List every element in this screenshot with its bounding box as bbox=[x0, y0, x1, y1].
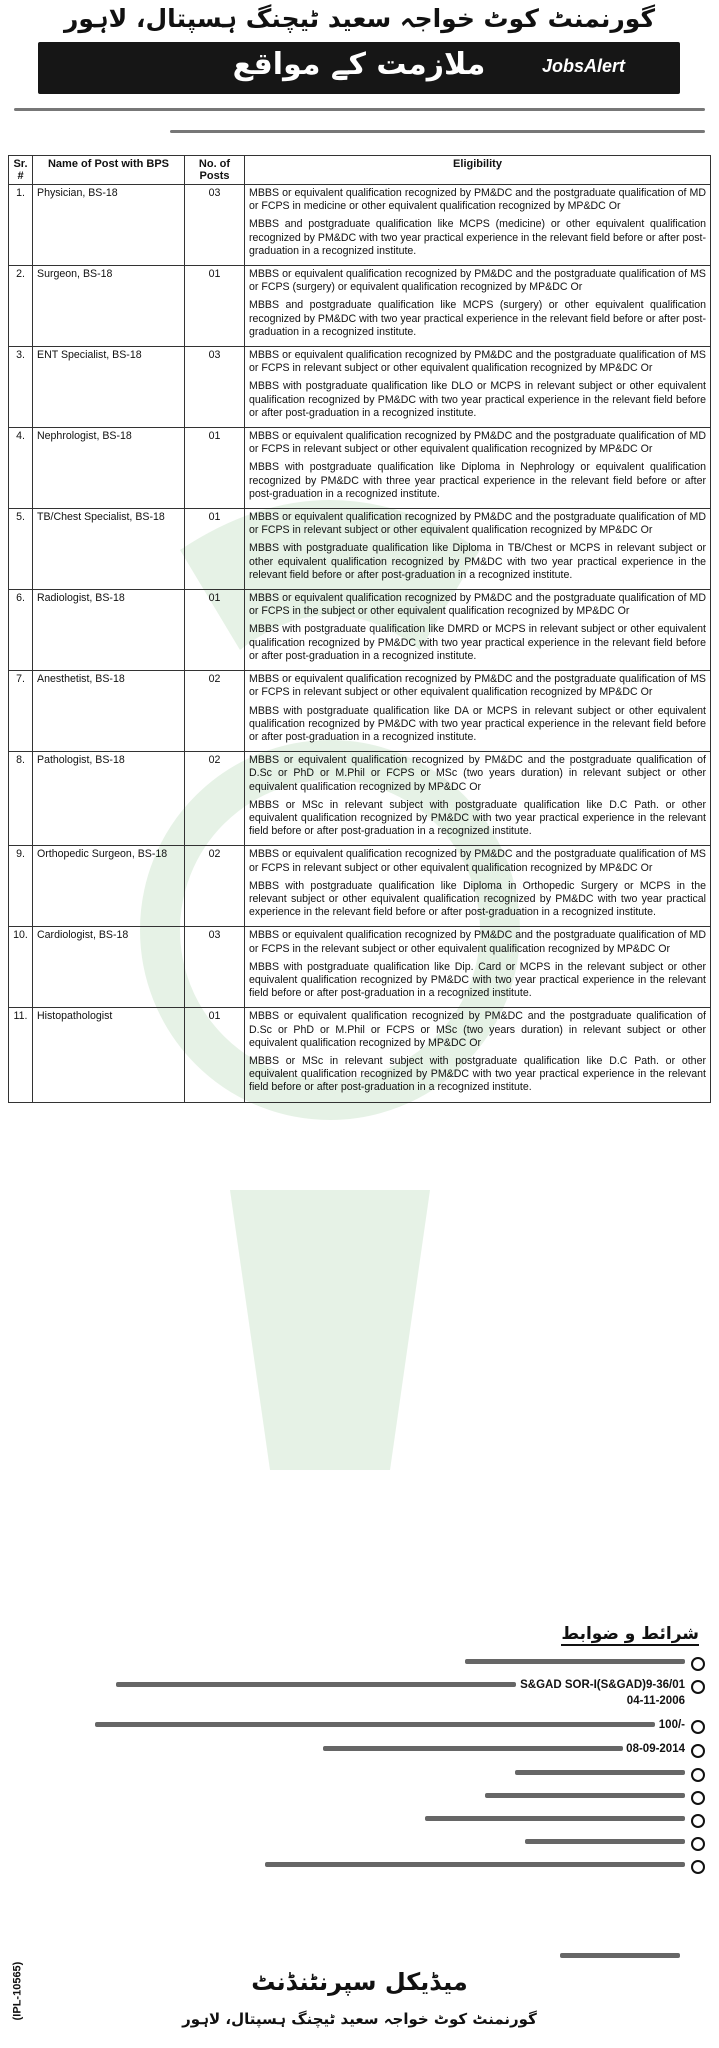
table-row bbox=[9, 590, 711, 671]
row-post: Histopathologist bbox=[33, 1008, 185, 1102]
eligibility-alternate: MBBS with postgraduate qualification like Dip. Card or MCPS in the relevant subject or other equivalent qualification recognized by PM&DC with two year practical experience in the relevant field before or after post-graduation in a recognized institute. bbox=[249, 960, 706, 1000]
condition-inline-ref: 08-09-2014 bbox=[626, 1743, 685, 1755]
row-post: Orthopedic Surgeon, BS-18 bbox=[33, 846, 185, 927]
jobs-banner bbox=[38, 42, 680, 94]
row-eligibility bbox=[245, 185, 711, 266]
table-header-row bbox=[9, 156, 711, 185]
conditions-list bbox=[12, 1654, 707, 1880]
row-posts: 02 bbox=[185, 846, 245, 927]
row-post: Nephrologist, BS-18 bbox=[33, 428, 185, 509]
condition-text-line bbox=[485, 1793, 685, 1798]
conditions-heading: شرائط و ضوابط bbox=[561, 1624, 699, 1644]
posts-table bbox=[8, 155, 711, 1103]
table-row bbox=[9, 671, 711, 752]
eligibility-alternate: MBBS or MSc in relevant subject with postgraduate qualification like D.C Path. or other equivalent qualification recognized by PM&DC with two year practical experience in the relevant field before or after post-graduation in a recognized institute. bbox=[249, 1054, 706, 1094]
eligibility-primary: MBBS or equivalent qualification recognized by PM&DC and the postgraduate qualification of MS or FCPS in relevant subject or other equivalent qualification recognized by MP&DC Or bbox=[249, 349, 706, 375]
row-eligibility bbox=[245, 671, 711, 752]
row-sr: 11. bbox=[9, 1008, 33, 1102]
condition-text-line bbox=[323, 1746, 623, 1751]
condition-text-line bbox=[425, 1816, 685, 1821]
row-posts: 01 bbox=[185, 266, 245, 347]
row-post: TB/Chest Specialist, BS-18 bbox=[33, 509, 185, 590]
row-posts: 02 bbox=[185, 671, 245, 752]
row-post: Cardiologist, BS-18 bbox=[33, 927, 185, 1008]
row-eligibility bbox=[245, 509, 711, 590]
signature-scribble bbox=[560, 1953, 680, 1958]
table-row bbox=[9, 428, 711, 509]
row-eligibility bbox=[245, 1008, 711, 1102]
row-sr: 9. bbox=[9, 846, 33, 927]
intro-line-1 bbox=[14, 108, 705, 111]
condition-text-line bbox=[116, 1682, 516, 1687]
eligibility-alternate: MBBS with postgraduate qualification like Diploma in Orthopedic Surgery or MCPS in the relevant subject or other equivalent qualification recognized by PM&DC with two year practical experience in the relevant field before or after post-graduation in a recognized institute. bbox=[249, 879, 706, 919]
row-sr: 1. bbox=[9, 185, 33, 266]
condition-item bbox=[12, 1765, 707, 1780]
row-posts: 02 bbox=[185, 752, 245, 846]
row-eligibility bbox=[245, 590, 711, 671]
condition-inline-ref: 100/- bbox=[658, 1719, 685, 1731]
row-eligibility bbox=[245, 846, 711, 927]
condition-text-line bbox=[265, 1862, 685, 1867]
row-posts: 01 bbox=[185, 590, 245, 671]
table-row bbox=[9, 927, 711, 1008]
row-eligibility bbox=[245, 347, 711, 428]
condition-item bbox=[12, 1654, 707, 1669]
row-sr: 2. bbox=[9, 266, 33, 347]
row-post: Surgeon, BS-18 bbox=[33, 266, 185, 347]
condition-inline-ref: S&GAD SOR-I(S&GAD)9-36/01 bbox=[520, 1679, 685, 1691]
row-post: ENT Specialist, BS-18 bbox=[33, 347, 185, 428]
row-eligibility bbox=[245, 428, 711, 509]
header-posts: No. of Posts bbox=[185, 156, 245, 185]
row-posts: 03 bbox=[185, 927, 245, 1008]
row-posts: 03 bbox=[185, 185, 245, 266]
header-sr: Sr. # bbox=[9, 156, 33, 185]
table-row bbox=[9, 1008, 711, 1102]
condition-item bbox=[12, 1717, 707, 1733]
condition-item bbox=[12, 1741, 707, 1757]
row-posts: 03 bbox=[185, 347, 245, 428]
table-row bbox=[9, 266, 711, 347]
row-post: Radiologist, BS-18 bbox=[33, 590, 185, 671]
table-row bbox=[9, 509, 711, 590]
eligibility-primary: MBBS or equivalent qualification recognized by PM&DC and the postgraduate qualification of D.Sc or PhD or M.Phil or FCPS or MSc (two years duration) in relevant subject or other equivalent qualification recognized by MP&DC Or bbox=[249, 754, 706, 793]
row-eligibility bbox=[245, 752, 711, 846]
row-eligibility bbox=[245, 266, 711, 347]
eligibility-primary: MBBS or equivalent qualification recognized by PM&DC and the postgraduate qualification of MD or FCPS in relevant subject or other equivalent qualification recognized by MP&DC Or bbox=[249, 430, 706, 456]
eligibility-primary: MBBS or equivalent qualification recognized by PM&DC and the postgraduate qualification of D.Sc or PhD or M.Phil or FCPS or MSc (two years duration) in relevant subject or other equivalent qualification recognized by MP&DC Or bbox=[249, 1010, 706, 1049]
row-post: Anesthetist, BS-18 bbox=[33, 671, 185, 752]
eligibility-primary: MBBS or equivalent qualification recognized by PM&DC and the postgraduate qualification of MD or FCPS in the relevant subject or other equivalent qualification recognized by MP&DC Or bbox=[249, 929, 706, 955]
eligibility-alternate: MBBS with postgraduate qualification like DA or MCPS in relevant subject or other equivalent qualification recognized by PM&DC with two year practical experience in the relevant field before or after post-graduation in a recognized institute. bbox=[249, 704, 706, 743]
table-row bbox=[9, 846, 711, 927]
condition-item bbox=[12, 1788, 707, 1803]
ipl-code: (IPL-10565) bbox=[11, 1961, 24, 2021]
row-sr: 4. bbox=[9, 428, 33, 509]
condition-item bbox=[12, 1857, 707, 1872]
table-row bbox=[9, 752, 711, 846]
eligibility-primary: MBBS or equivalent qualification recognized by PM&DC and the postgraduate qualification of MS or FCPS in relevant subject or other equivalent qualification recognized by MP&DC Or bbox=[249, 848, 706, 874]
condition-text-line bbox=[465, 1659, 685, 1664]
condition-item bbox=[12, 1834, 707, 1849]
row-eligibility bbox=[245, 927, 711, 1008]
header-post: Name of Post with BPS bbox=[33, 156, 185, 185]
eligibility-primary: MBBS or equivalent qualification recognized by PM&DC and the postgraduate qualification of MS or FCPS (surgery) or equivalent qualification recognized by MP&DC Or bbox=[249, 268, 706, 294]
condition-text-line bbox=[525, 1839, 685, 1844]
row-sr: 7. bbox=[9, 671, 33, 752]
eligibility-alternate: MBBS and postgraduate qualification like MCPS (medicine) or other equivalent qualification recognized by PM&DC with two year practical experience in the relevant field before or after post-graduation in a recognized institute. bbox=[249, 218, 706, 257]
eligibility-primary: MBBS or equivalent qualification recognized by PM&DC and the postgraduate qualification of MD or FCPS in medicine or other equivalent qualification recognized by MP&DC Or bbox=[249, 187, 706, 213]
condition-text-line bbox=[515, 1770, 685, 1775]
designation-title: میڈیکل سپرنٹنڈنٹ bbox=[251, 1968, 468, 1996]
eligibility-primary: MBBS or equivalent qualification recognized by PM&DC and the postgraduate qualification of MS or FCPS in relevant subject or other equivalent qualification recognized by MP&DC Or bbox=[249, 673, 706, 699]
intro-line-2 bbox=[170, 130, 705, 133]
table-row bbox=[9, 347, 711, 428]
table-row bbox=[9, 185, 711, 266]
header-eligibility: Eligibility bbox=[245, 156, 711, 185]
row-posts: 01 bbox=[185, 1008, 245, 1102]
logo-text: JobsAlert bbox=[542, 56, 626, 76]
hospital-title: گورنمنٹ کوٹ خواجہ سعید ٹیچنگ ہسپتال، لاہور bbox=[63, 4, 656, 33]
condition-text-line bbox=[95, 1722, 655, 1727]
row-sr: 3. bbox=[9, 347, 33, 428]
row-sr: 5. bbox=[9, 509, 33, 590]
condition-item bbox=[12, 1811, 707, 1826]
eligibility-alternate: MBBS with postgraduate qualification like DLO or MCPS in relevant subject or other equivalent qualification recognized by PM&DC with two year practical experience in the relevant field before or after post-graduation in a recognized institute. bbox=[249, 380, 706, 419]
condition-date: 04-11-2006 bbox=[626, 1695, 685, 1707]
eligibility-alternate: MBBS or MSc in relevant subject with postgraduate qualification like D.C Path. or other equivalent qualification recognized by PM&DC with two year practical experience in the relevant field before or after post-graduation in a recognized institute. bbox=[249, 798, 706, 838]
row-posts: 01 bbox=[185, 509, 245, 590]
office-address: گورنمنٹ کوٹ خواجہ سعید ٹیچنگ ہسپتال، لاہور bbox=[182, 2010, 537, 2028]
jobsalert-logo bbox=[542, 50, 628, 86]
eligibility-primary: MBBS or equivalent qualification recognized by PM&DC and the postgraduate qualification of MD or FCPS in relevant subject or other equivalent qualification recognized by MP&DC Or bbox=[249, 511, 706, 537]
eligibility-alternate: MBBS with postgraduate qualification like Diploma in Nephrology or equivalent qualification recognized by PM&DC with three year practical experience in the relevant field before or after post-graduation in a recognized institute. bbox=[249, 461, 706, 500]
row-sr: 6. bbox=[9, 590, 33, 671]
row-posts: 01 bbox=[185, 428, 245, 509]
banner-title: ملازمت کے مواقع bbox=[232, 47, 486, 82]
row-post: Pathologist, BS-18 bbox=[33, 752, 185, 846]
row-sr: 10. bbox=[9, 927, 33, 1008]
eligibility-primary: MBBS or equivalent qualification recognized by PM&DC and the postgraduate qualification of MD or FCPS in the subject or other equivalent qualification recognized by MP&DC Or bbox=[249, 592, 706, 618]
eligibility-alternate: MBBS with postgraduate qualification like Diploma in TB/Chest or MCPS in relevant subject or other equivalent qualification recognized by PM&DC with two year practical experience in the relevant field before or after post-graduation in a recognized institute. bbox=[249, 542, 706, 581]
row-sr: 8. bbox=[9, 752, 33, 846]
condition-item bbox=[12, 1677, 707, 1709]
eligibility-alternate: MBBS with postgraduate qualification like DMRD or MCPS in relevant subject or other equivalent qualification recognized by PM&DC with two year practical experience in the relevant field before or after post-graduation in a recognized institute. bbox=[249, 623, 706, 662]
eligibility-alternate: MBBS and postgraduate qualification like MCPS (surgery) or other equivalent qualification recognized by PM&DC with two year practical experience in the relevant field before or after post-graduation in a recognized institute. bbox=[249, 299, 706, 338]
row-post: Physician, BS-18 bbox=[33, 185, 185, 266]
signature-block bbox=[350, 1948, 680, 1961]
